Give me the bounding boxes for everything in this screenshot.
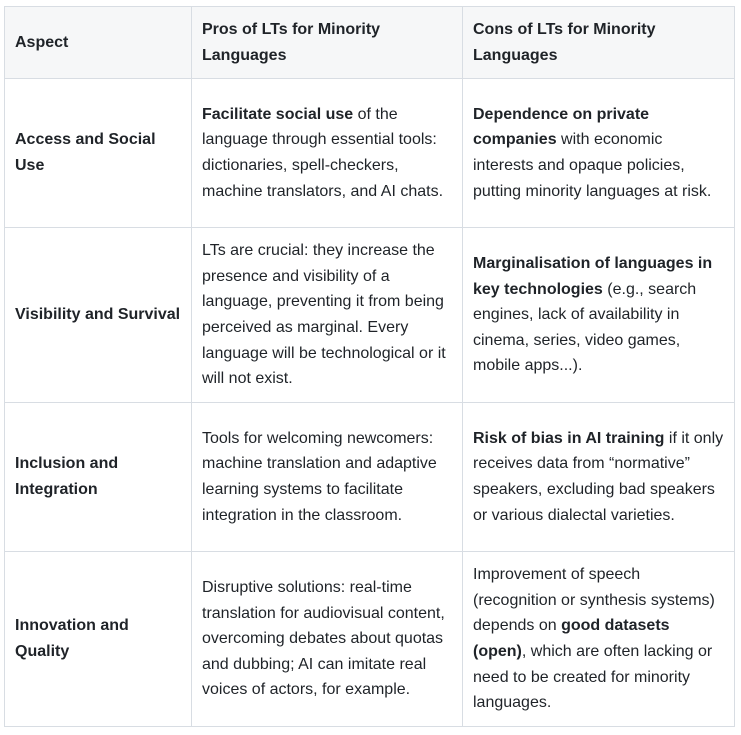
table-row [5, 552, 735, 727]
pros-text: LTs are crucial: they increase the presence and visibility of a language, preventing it from being perceived as marginal. Every language will be technological or it will not exist. [202, 242, 446, 388]
cons-text: if it only receives data from “normative” speakers, excluding bad speakers or various dialectal varieties. [473, 429, 724, 524]
cons-text: Improvement of speech (recognition or synthesis systems) depends on [473, 566, 715, 635]
cons-highlight: good datasets (open) [473, 617, 670, 660]
pros-text: Disruptive solutions: real-time translation for audiovisual content, overcoming debates about quotas and dubbing; AI can imitate real voices of actors, for example. [202, 579, 445, 699]
header-cons: Cons of LTs for Minority Languages [463, 7, 735, 79]
cons-highlight: Risk of bias in AI training [473, 429, 665, 447]
pros-highlight: Facilitate social use [202, 105, 354, 123]
table-row [5, 79, 735, 228]
pros-text: Tools for welcoming newcomers: machine translation and adaptive learning systems to facilitate integration in the classroom. [202, 429, 437, 524]
cons-text: , which are often lacking or need to be created for minority languages. [473, 643, 713, 712]
pros-cell [192, 228, 463, 403]
cons-highlight: Marginalisation of languages in key technologies [473, 255, 713, 298]
aspect-cell: Access and Social Use [5, 79, 192, 228]
cons-cell [463, 79, 735, 228]
pros-cell [192, 552, 463, 727]
cons-highlight: Dependence on private companies [473, 105, 650, 149]
cons-cell [463, 403, 735, 552]
cons-text: with economic interests and opaque policies, putting minority languages at risk. [473, 131, 712, 200]
header-pros: Pros of LTs for Minority Languages [192, 7, 463, 79]
aspect-cell: Inclusion and Integration [5, 403, 192, 552]
table-row [5, 228, 735, 403]
aspect-cell: Visibility and Survival [5, 228, 192, 403]
cons-cell [463, 228, 735, 403]
header-row [5, 7, 735, 79]
table-row [5, 403, 735, 552]
cons-cell [463, 552, 735, 727]
header-aspect: Aspect [5, 7, 192, 79]
aspect-cell: Innovation and Quality [5, 552, 192, 727]
comparison-table [4, 6, 735, 727]
pros-text: of the language through essential tools: dictionaries, spell-checkers, machine translators, and AI chats. [202, 105, 444, 200]
cons-text: (e.g., search engines, lack of availability in cinema, series, video games, mobile apps...). [473, 280, 697, 375]
pros-cell [192, 79, 463, 228]
pros-cell [192, 403, 463, 552]
